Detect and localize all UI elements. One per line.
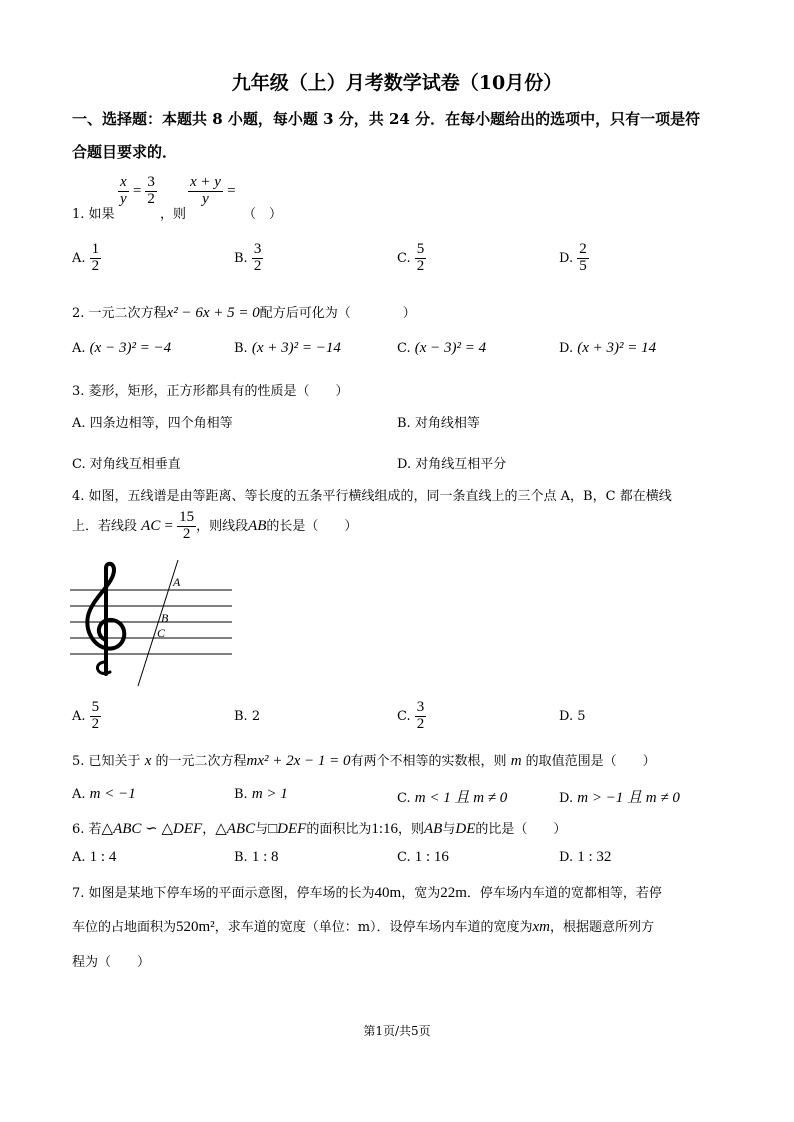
- q7-line1-b: ，宽为: [401, 886, 441, 901]
- q5-m: m: [510, 753, 522, 769]
- q4-stem-line1: 4. 如图，五线谱是由等距离、等长度的五条平行横线组成的，同一条直线上的三个点 A，B，C 都在横线: [72, 489, 672, 504]
- q4-option-a[interactable]: [72, 700, 101, 733]
- q1-option-a[interactable]: [72, 242, 101, 275]
- q3-option-c[interactable]: [72, 453, 181, 472]
- q3-option-a-text: 四条边相等，四个角相等: [89, 416, 233, 431]
- q2-option-b-text: (x + 3)² = −14: [251, 340, 341, 356]
- q6-option-a-label: A.: [72, 850, 86, 865]
- q6-option-b-text: 1 : 8: [251, 849, 279, 865]
- q1-eq1-denominator: y: [120, 190, 127, 207]
- q7-line3: 程为（ ）: [72, 955, 151, 970]
- q2-option-a-label: A.: [72, 341, 86, 356]
- q6-de: DE: [455, 821, 476, 837]
- q6-option-a[interactable]: [72, 849, 116, 866]
- q7-line1-a: 7. 如图是某地下停车场的平面示意图，停车场的长为: [72, 886, 375, 901]
- q3-option-d[interactable]: [397, 453, 506, 472]
- point-b-label: B: [161, 611, 169, 625]
- q4-option-b-label: B.: [234, 709, 248, 724]
- q6-stem: [72, 818, 566, 838]
- q2-option-d-label: D.: [559, 341, 574, 356]
- q4-prefix: 上．若线段: [72, 518, 138, 534]
- q4-mid: ，则线段: [196, 518, 249, 534]
- q5-prefix: 5. 已知关于: [72, 754, 141, 769]
- q1-eq2-numerator: x + y: [190, 174, 221, 190]
- q5-option-b-label: B.: [234, 787, 248, 802]
- q6-option-c[interactable]: [397, 849, 449, 866]
- q1-option-c[interactable]: [397, 242, 426, 275]
- q6-option-c-text: 1 : 16: [414, 849, 449, 865]
- q1-option-b-label: B.: [234, 250, 248, 266]
- q6-option-d[interactable]: [559, 849, 611, 866]
- q6-tri1: △ABC: [215, 821, 256, 837]
- q1-blank: （ ）: [243, 207, 283, 222]
- q6-option-b-label: B.: [234, 850, 248, 865]
- q1-option-d-label: D.: [559, 250, 574, 266]
- q4-option-a-num: 5: [91, 699, 100, 715]
- page-title: 九年级（上）月考数学试卷（10月份）: [231, 72, 563, 94]
- q6-suffix: 的比是（ ）: [475, 822, 567, 837]
- q2-suffix: 配方后可化为（ ）: [259, 306, 416, 321]
- q5-stem: [72, 750, 656, 770]
- q7-line1-c: ．停车场内车道的宽都相等，若停: [466, 886, 662, 901]
- q3-option-c-text: 对角线互相垂直: [89, 457, 181, 472]
- q5-option-a-text: m < −1: [89, 786, 136, 802]
- q2-option-a-text: (x − 3)² = −4: [89, 340, 172, 356]
- section-header-line2: 合题目要求的．: [72, 143, 178, 161]
- q2-option-b[interactable]: [234, 340, 341, 357]
- q4-option-c[interactable]: [397, 700, 426, 733]
- q2-option-d[interactable]: [559, 340, 656, 357]
- q6-mid1: ，: [202, 822, 216, 837]
- q5-equation: mx² + 2x − 1 = 0: [246, 753, 351, 769]
- q5-option-d-label: D.: [559, 791, 574, 806]
- q2-prefix: 2. 一元二次方程: [72, 306, 167, 321]
- q2-option-b-label: B.: [234, 341, 248, 356]
- q4-ab: AB: [248, 517, 267, 534]
- q3-option-d-label: D.: [397, 457, 412, 472]
- q5-option-d[interactable]: [559, 786, 680, 807]
- q4-option-d-label: D.: [559, 709, 574, 724]
- q3-option-a-label: A.: [72, 416, 86, 431]
- q4-stem-line2: [72, 510, 357, 543]
- q6-option-a-text: 1 : 4: [89, 849, 117, 865]
- q1-eq2-equals: =: [227, 182, 236, 199]
- q1-given-equation: [118, 175, 157, 208]
- q3-option-b-label: B.: [397, 416, 411, 431]
- q5-option-b-text: m > 1: [251, 786, 288, 802]
- q1-mid: ，则: [160, 207, 187, 222]
- q1-target-expression: [188, 175, 236, 208]
- q1-option-d-den: 5: [579, 257, 587, 274]
- q5-option-a[interactable]: [72, 786, 136, 803]
- q6-mid4: ，则: [398, 822, 425, 837]
- q1-option-b-den: 2: [253, 257, 262, 274]
- q7-area: 520m²: [176, 919, 215, 935]
- q2-option-c[interactable]: [397, 340, 486, 357]
- q6-ab: AB: [424, 821, 443, 837]
- q4-option-d[interactable]: [559, 709, 586, 724]
- q3-option-d-text: 对角线互相平分: [415, 457, 507, 472]
- q2-option-d-text: (x + 3)² = 14: [577, 340, 657, 356]
- q1-eq1-equals: =: [132, 182, 142, 199]
- q4-ac: AC: [141, 517, 161, 534]
- q1-option-a-label: A.: [72, 250, 86, 266]
- q1-option-c-num: 5: [416, 241, 425, 257]
- q6-option-b[interactable]: [234, 849, 279, 866]
- q5-x: x: [144, 753, 152, 769]
- q1-option-d[interactable]: [559, 242, 589, 275]
- q6-option-c-label: C.: [397, 850, 411, 865]
- q4-option-a-label: A.: [72, 708, 86, 724]
- q1-option-d-num: 2: [579, 241, 587, 257]
- q1-option-a-den: 2: [91, 257, 100, 274]
- q1-eq1-rden: 2: [147, 190, 155, 207]
- q3-option-c-label: C.: [72, 457, 86, 472]
- q2-option-c-label: C.: [397, 341, 411, 356]
- q6-option-d-label: D.: [559, 850, 574, 865]
- q7-xm: xm: [532, 919, 551, 935]
- q7-line2-a: 车位的占地面积为: [72, 920, 177, 935]
- q4-option-b-text: 2: [251, 709, 261, 724]
- q1-prefix: 1. 如果: [72, 207, 115, 222]
- q1-eq1-numerator: x: [120, 174, 127, 190]
- q4-frac-den: 2: [182, 525, 191, 542]
- q6-mid5: 与: [442, 822, 456, 837]
- q6-similar: △ABC ∽ △DEF: [101, 821, 203, 837]
- q6-tri2: □DEF: [268, 821, 307, 837]
- q6-prefix: 6. 若: [72, 822, 102, 837]
- section-header-line1: 一、选择题：本题共 8 小题，每小题 3 分，共 24 分．在每小题给出的选项中，只有一项是符: [72, 110, 701, 128]
- page-footer: 第1页/共5页: [363, 1024, 431, 1038]
- q5-suffix-a: 有两个不相等的实数根，则: [350, 754, 507, 769]
- q7-line2: [72, 916, 654, 936]
- point-c-label: C: [157, 626, 166, 640]
- q1-option-a-num: 1: [91, 241, 100, 257]
- q5-option-c-label: C.: [397, 791, 411, 806]
- q3-option-b[interactable]: [397, 412, 480, 431]
- q6-ratio: 1:16: [371, 821, 398, 837]
- q1-option-c-den: 2: [416, 257, 425, 274]
- q5-suffix-b: 的取值范围是（ ）: [525, 754, 656, 769]
- q5-option-c[interactable]: [397, 786, 507, 807]
- q5-option-d-text: m > −1 且 m ≠ 0: [577, 790, 680, 806]
- q3-option-b-text: 对角线相等: [414, 416, 480, 431]
- q3-option-a[interactable]: [72, 412, 233, 431]
- q1-eq1-rnum: 3: [147, 174, 155, 190]
- q4-option-d-text: 5: [577, 709, 586, 724]
- q5-mid: 的一元二次方程: [155, 754, 247, 769]
- q2-equation: x² − 6x + 5 = 0: [166, 305, 260, 321]
- point-a-label: A: [173, 575, 181, 589]
- q4-equals: =: [164, 517, 173, 534]
- q4-frac-num: 15: [179, 509, 195, 525]
- q4-option-b[interactable]: [234, 709, 260, 724]
- q7-line2-b: ，求车道的宽度（单位：m）．设停车场内车道的宽度为: [214, 920, 533, 935]
- q1-option-b[interactable]: [234, 242, 263, 275]
- q2-option-a[interactable]: [72, 340, 171, 357]
- q4-option-c-label: C.: [397, 708, 411, 724]
- q5-option-c-text: m < 1 且 m ≠ 0: [414, 790, 508, 806]
- q1-option-b-num: 3: [253, 241, 262, 257]
- q6-mid2: 与: [255, 822, 269, 837]
- q1-eq2-denominator: y: [202, 190, 209, 207]
- q6-mid3: 的面积比为: [306, 822, 372, 837]
- q4-option-c-num: 3: [416, 699, 425, 715]
- q7-length: 40m: [374, 885, 402, 901]
- q7-line2-c: ，根据题意所列方: [550, 920, 655, 935]
- q2-option-c-text: (x − 3)² = 4: [414, 340, 487, 356]
- q4-option-a-den: 2: [91, 715, 100, 732]
- q5-option-b[interactable]: [234, 786, 288, 803]
- q7-width: 22m: [440, 885, 467, 901]
- q3-stem: 3. 菱形，矩形，正方形都具有的性质是（ ）: [72, 384, 349, 399]
- q5-option-a-label: A.: [72, 787, 86, 802]
- q2-stem: [72, 302, 416, 322]
- q4-staff-figure: [70, 560, 240, 690]
- treble-clef-icon: [87, 564, 124, 674]
- q7-line1: [72, 882, 662, 902]
- q4-suffix: 的长是（ ）: [266, 518, 358, 534]
- q6-option-d-text: 1 : 32: [577, 849, 612, 865]
- slanted-line: [138, 560, 178, 686]
- q4-option-c-den: 2: [416, 715, 425, 732]
- q1-option-c-label: C.: [397, 250, 411, 266]
